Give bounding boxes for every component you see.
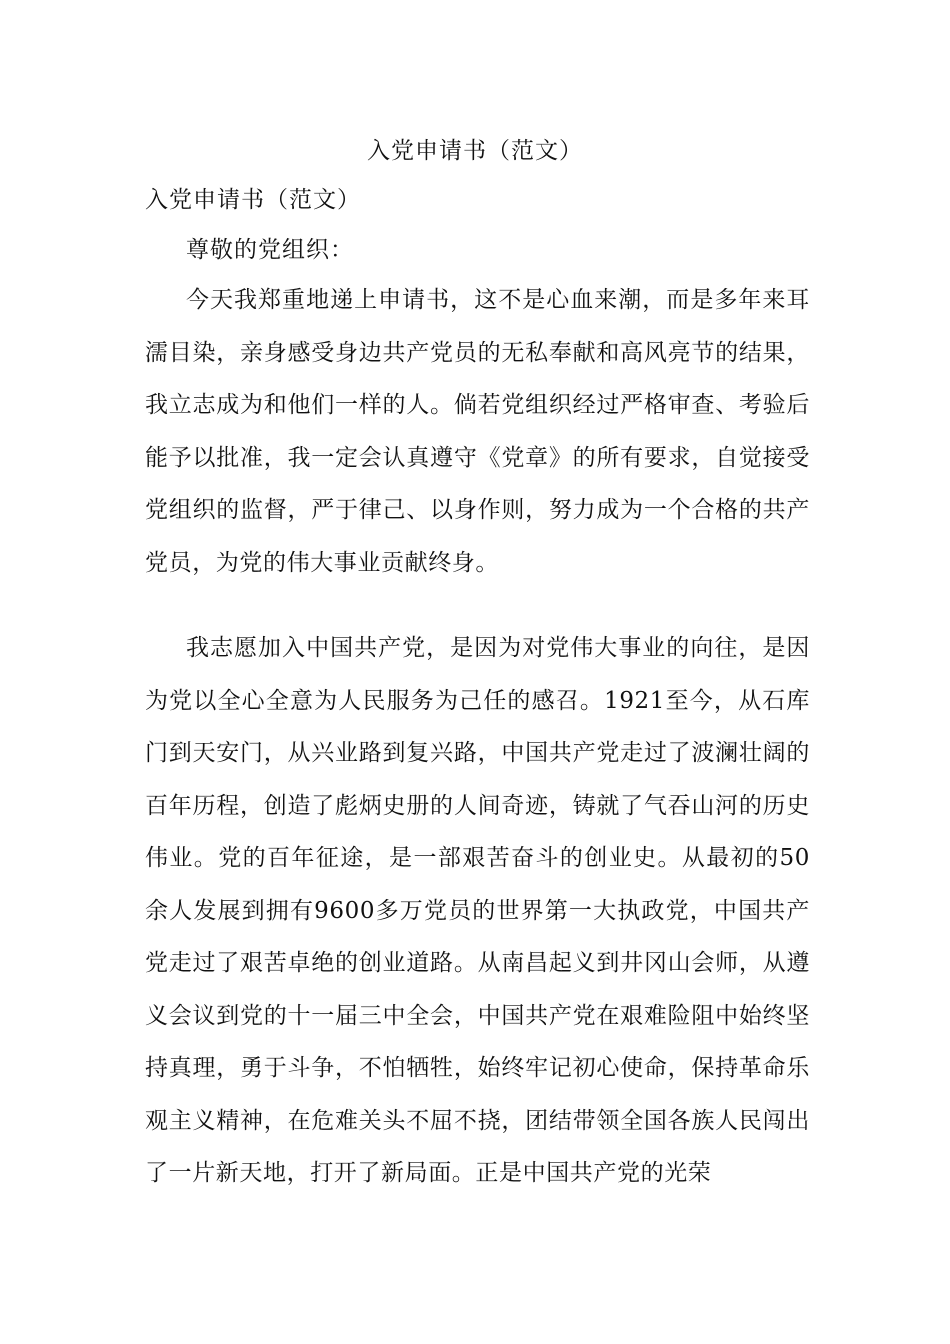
body-paragraph-1: 今天我郑重地递上申请书，这不是心血来潮，而是多年来耳濡目染，亲身感受身边共产党员的无私奉献和高风亮节的结果，我立志成为和他们一样的人。倘若党组织经过严格审查、考验后能予以批准，我一定会认真遵守《党章》的所有要求，自觉接受党组织的监督，严于律己、以身作则，努力成为一个合格的共产党员，为党的伟大事业贡献终身。 [145, 287, 810, 576]
body-paragraph-2: 我志愿加入中国共产党，是因为对党伟大事业的向往，是因为党以全心全意为人民服务为己任的感召。1921至今，从石库门到天安门，从兴业路到复兴路，中国共产党走过了波澜壮阔的百年历程，创造了彪炳史册的人间奇迹，铸就了气吞山河的历史伟业。党的百年征途，是一部艰苦奋斗的创业史。从最初的50余人发展到拥有9600多万党员的世界第一大执政党，中国共产党走过了艰苦卓绝的创业道路。从南昌起义到井冈山会师，从遵义会议到党的十一届三中全会，中国共产党在艰难险阻中始终坚持真理，勇于斗争，不怕牺牲，始终牢记初心使命，保持革命乐观主义精神，在危难关头不屈不挠，团结带领全国各族人民闯出了一片新天地，打开了新局面。正是中国共产党的光荣 [145, 635, 810, 1186]
document-subtitle: 入党申请书（范文） [145, 187, 361, 213]
document-title: 入党申请书（范文） [367, 138, 583, 164]
salutation: 尊敬的党组织： [186, 237, 354, 263]
